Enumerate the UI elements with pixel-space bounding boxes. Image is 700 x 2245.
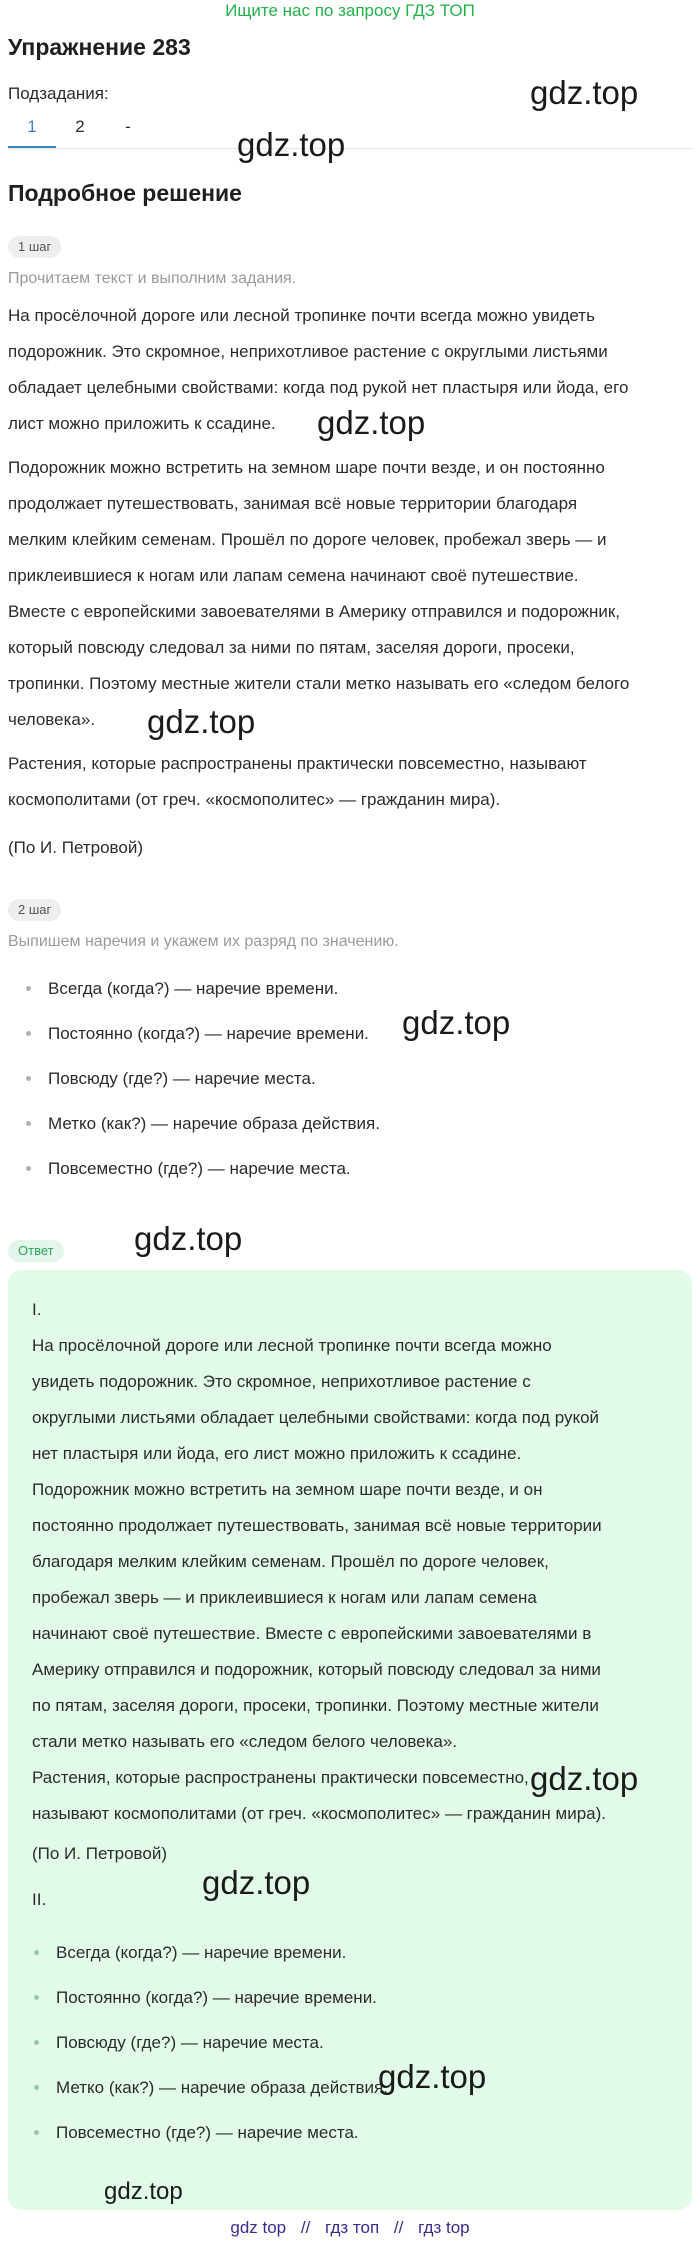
part-2-heading: II. [32, 1890, 47, 1909]
tab-subtask-2[interactable]: 2 [75, 117, 85, 136]
footer-links [0, 2218, 700, 2238]
footer-link[interactable]: gdz top [230, 2218, 287, 2237]
step-1-hint: Прочитаем текст и выполним задания. [8, 270, 297, 287]
list-item: Метко (как?) — наречие образа действия. [16, 2065, 388, 2110]
watermark: gdz.top [378, 2058, 487, 2095]
text-line: приклеившиеся к ногам или лапам семена начинают своё путешествие. [8, 566, 579, 585]
answer-badge: Ответ [8, 1240, 64, 1262]
step-1-text [8, 298, 692, 442]
adverb-list [8, 966, 380, 1191]
answer-adverb-list [16, 1930, 388, 2155]
text-line: стали метко называть его «следом белого человека». [32, 1732, 458, 1751]
part-1-heading: I. [32, 1300, 42, 1319]
text-line: На просёлочной дороге или лесной тропинке почти всегда можно [32, 1336, 552, 1355]
text-line: космополитами (от греч. «космополитес» — гражданин мира). [8, 790, 501, 809]
text-line: Вместе с европейскими завоевателями в Америку отправился и подорожник, [8, 602, 621, 621]
text-line: Подорожник можно встретить на земном шаре почти везде, и он [32, 1480, 543, 1499]
text-line: обладает целебными свойствами: когда под рукой нет пластыря или йода, его [8, 378, 629, 397]
watermark: gdz.top [317, 404, 426, 441]
step-1-badge: 1 шаг [8, 236, 61, 258]
list-item: Всегда (когда?) — наречие времени. [8, 966, 380, 1011]
text-line: На просёлочной дороге или лесной тропинке почти всегда можно увидеть [8, 306, 595, 325]
text-line: подорожник. Это скромное, неприхотливое растение с округлыми листьями [8, 342, 608, 361]
watermark: gdz.top [104, 2178, 183, 2205]
list-item: Всегда (когда?) — наречие времени. [16, 1930, 388, 1975]
text-line: постоянно продолжает путешествовать, занимая всё новые территории [32, 1516, 602, 1535]
footer-separator: // [393, 2218, 404, 2237]
text-line: лист можно приложить к ссадине. [8, 414, 276, 433]
step-2-hint: Выпишем наречия и укажем их разряд по значению. [8, 933, 399, 950]
text-line: человека». [8, 710, 96, 729]
text-line: пробежал зверь — и приклеившиеся к ногам или лапам семена [32, 1588, 537, 1607]
text-line: благодаря мелким клейким семенам. Прошёл по дороге человек, [32, 1552, 549, 1571]
subtasks-label: Подзадания: [8, 84, 109, 103]
answer-text [32, 1472, 672, 1760]
footer-link[interactable]: гдз top [418, 2218, 470, 2237]
author-credit [32, 1836, 672, 1872]
text-line: (По И. Петровой) [32, 1844, 167, 1863]
watermark: gdz.top [402, 1004, 511, 1041]
list-item: Повсюду (где?) — наречие места. [8, 1056, 380, 1101]
step-1-text [8, 746, 692, 818]
watermark: gdz.top [202, 1864, 311, 1901]
tabs-divider [8, 148, 692, 149]
text-line: продолжает путешествовать, занимая всё новые территории благодаря [8, 494, 578, 513]
text-line: (По И. Петровой) [8, 838, 143, 857]
solution-title: Подробное решение [8, 180, 242, 206]
list-item: Повсеместно (где?) — наречие места. [8, 1146, 380, 1191]
step-1-text [8, 450, 692, 738]
author-credit [8, 830, 692, 866]
step-2-badge: 2 шаг [8, 899, 61, 921]
list-item: Постоянно (когда?) — наречие времени. [8, 1011, 380, 1056]
text-line: увидеть подорожник. Это скромное, неприхотливое растение с [32, 1372, 531, 1391]
text-line: Америку отправился и подорожник, который повсюду следовал за ними [32, 1660, 601, 1679]
watermark: gdz.top [147, 703, 256, 740]
text-line: Растения, которые распространены практически повсеместно, называют [8, 754, 587, 773]
text-line: по пятам, заселяя дороги, просеки, тропинки. Поэтому местные жители [32, 1696, 599, 1715]
watermark: gdz.top [530, 74, 639, 111]
watermark: gdz.top [237, 126, 346, 163]
text-line: Растения, которые распространены практически повсеместно, [32, 1768, 529, 1787]
text-line: нет пластыря или йода, его лист можно приложить к ссадине. [32, 1444, 522, 1463]
text-line: который повсюду следовал за ними по пятам, заселяя дороги, просеки, [8, 638, 575, 657]
text-line: начинают своё путешествие. Вместе с европейскими завоевателями в [32, 1624, 592, 1643]
text-line: тропинки. Поэтому местные жители стали метко называть его «следом белого [8, 674, 630, 693]
list-item: Метко (как?) — наречие образа действия. [8, 1101, 380, 1146]
exercise-title: Упражнение 283 [8, 34, 191, 60]
footer-separator: // [300, 2218, 311, 2237]
footer-link[interactable]: гдз топ [325, 2218, 380, 2237]
tab-subtask-1[interactable]: 1 [8, 112, 56, 148]
text-line: округлыми листьями обладает целебными свойствами: когда под рукой [32, 1408, 600, 1427]
list-item: Постоянно (когда?) — наречие времени. [16, 1975, 388, 2020]
top-banner: Ищите нас по запросу ГДЗ ТОП [225, 1, 475, 20]
tab-subtask-3[interactable]: - [125, 117, 131, 136]
text-line: Подорожник можно встретить на земном шаре почти везде, и он постоянно [8, 458, 605, 477]
answer-text [32, 1328, 672, 1472]
list-item: Повсюду (где?) — наречие места. [16, 2020, 388, 2065]
answer-box [8, 1270, 692, 2210]
watermark: gdz.top [530, 1760, 639, 1797]
subtask-tabs [8, 112, 152, 148]
text-line: мелким клейким семенам. Прошёл по дороге человек, пробежал зверь — и [8, 530, 607, 549]
text-line: называют космополитами (от греч. «космополитес» — гражданин мира). [32, 1804, 606, 1823]
watermark: gdz.top [134, 1220, 243, 1257]
list-item: Повсеместно (где?) — наречие места. [16, 2110, 388, 2155]
